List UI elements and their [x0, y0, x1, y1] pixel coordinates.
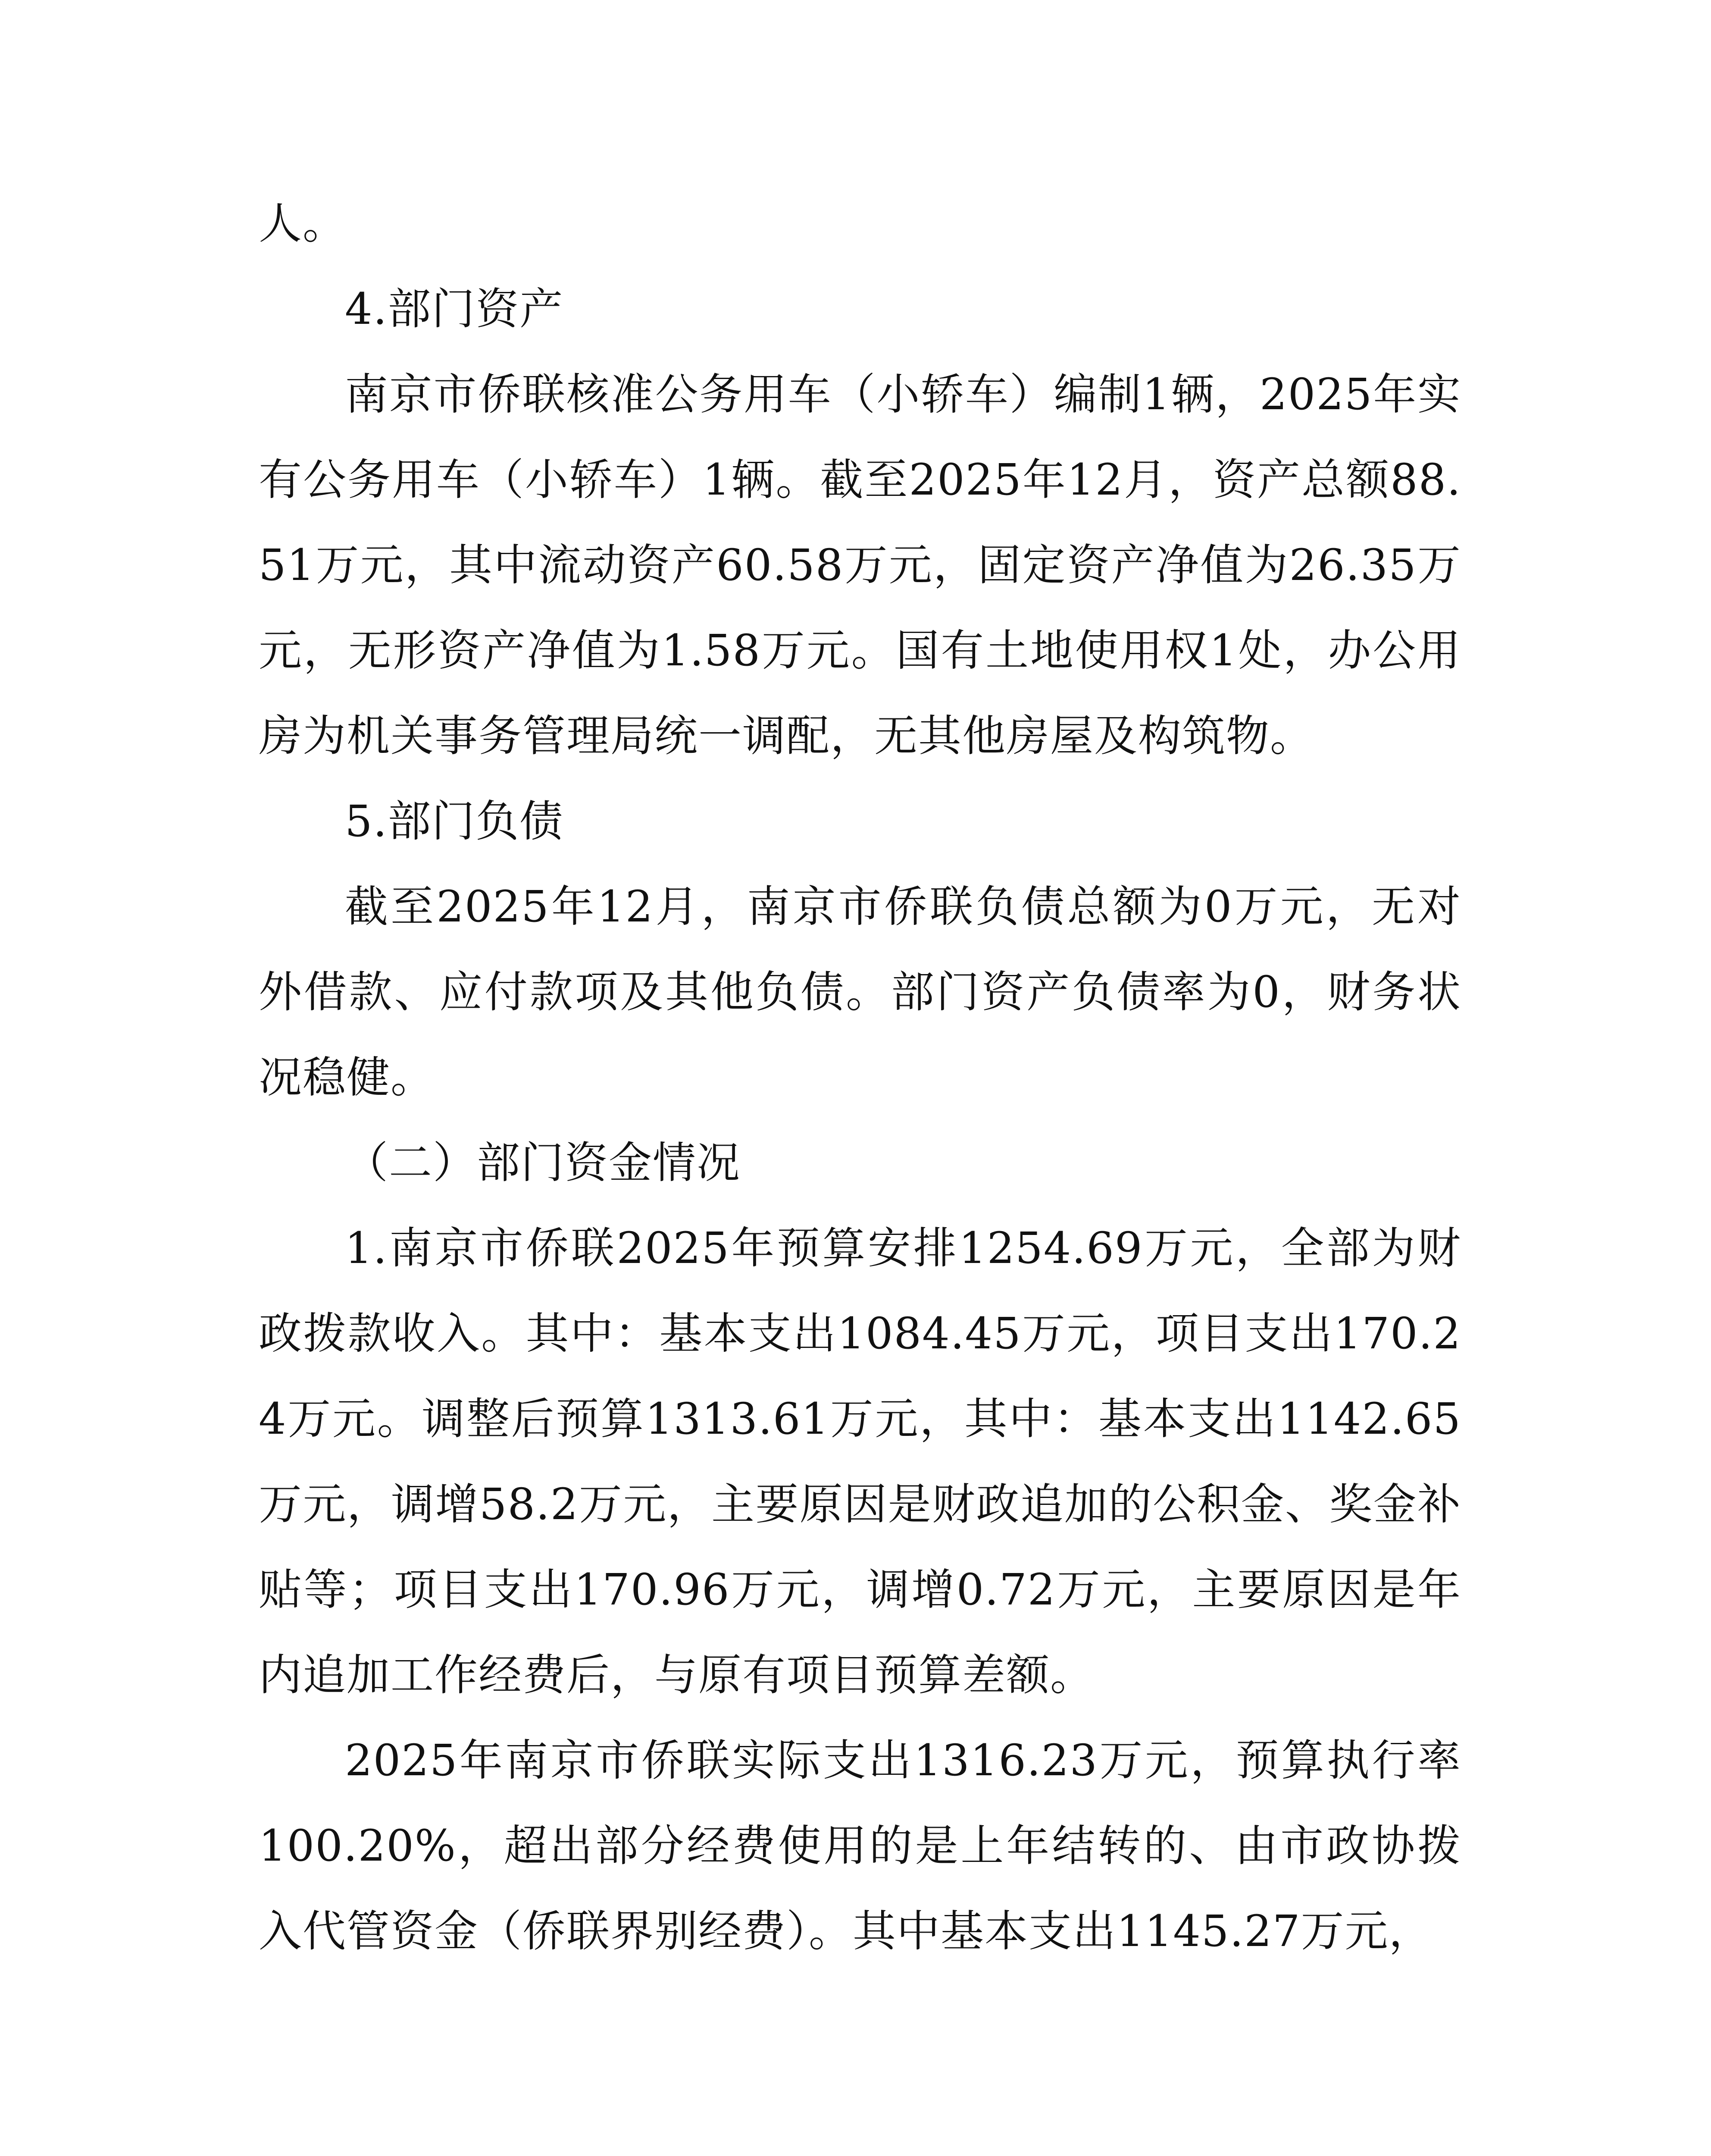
paragraph-expenditure: 2025年南京市侨联实际支出1316.23万元，预算执行率100.20%，超出部分经费使用的是上年结转的、由市政协拨入代管资金（侨联界别经费）。其中基本支出1145.27万元，: [259, 1735, 1461, 1956]
paragraph-continuation: 人。: [259, 198, 347, 249]
document-body: [259, 181, 1461, 1974]
paragraph-budget: 1.南京市侨联2025年预算安排1254.69万元，全部为财政拨款收入。其中：基本支出1084.45万元，项目支出170.24万元。调整后预算1313.61万元，其中：基本支出1142.65万元，调增58.2万元，主要原因是财政追加的公积金、奖金补贴等；项目支出170.96万元，调增0.72万元，主要原因是年内追加工作经费后，与原有项目预算差额。: [259, 1223, 1461, 1700]
paragraph-assets: 南京市侨联核准公务用车（小轿车）编制1辆，2025年实有公务用车（小轿车）1辆。截至2025年12月，资产总额88.51万元，其中流动资产60.58万元，固定资产净值为26.35万元，无形资产净值为1.58万元。国有土地使用权1处，办公用房为机关事务管理局统一调配，无其他房屋及构筑物。: [259, 369, 1461, 761]
paragraph-liabilities: 截至2025年12月，南京市侨联负债总额为0万元，无对外借款、应付款项及其他负债。部门资产负债率为0，财务状况稳健。: [259, 881, 1461, 1103]
section-heading-funds: （二）部门资金情况: [345, 1138, 741, 1188]
section-heading-liabilities: 5.部门负债: [345, 796, 564, 846]
section-heading-assets: 4.部门资产: [345, 284, 564, 334]
